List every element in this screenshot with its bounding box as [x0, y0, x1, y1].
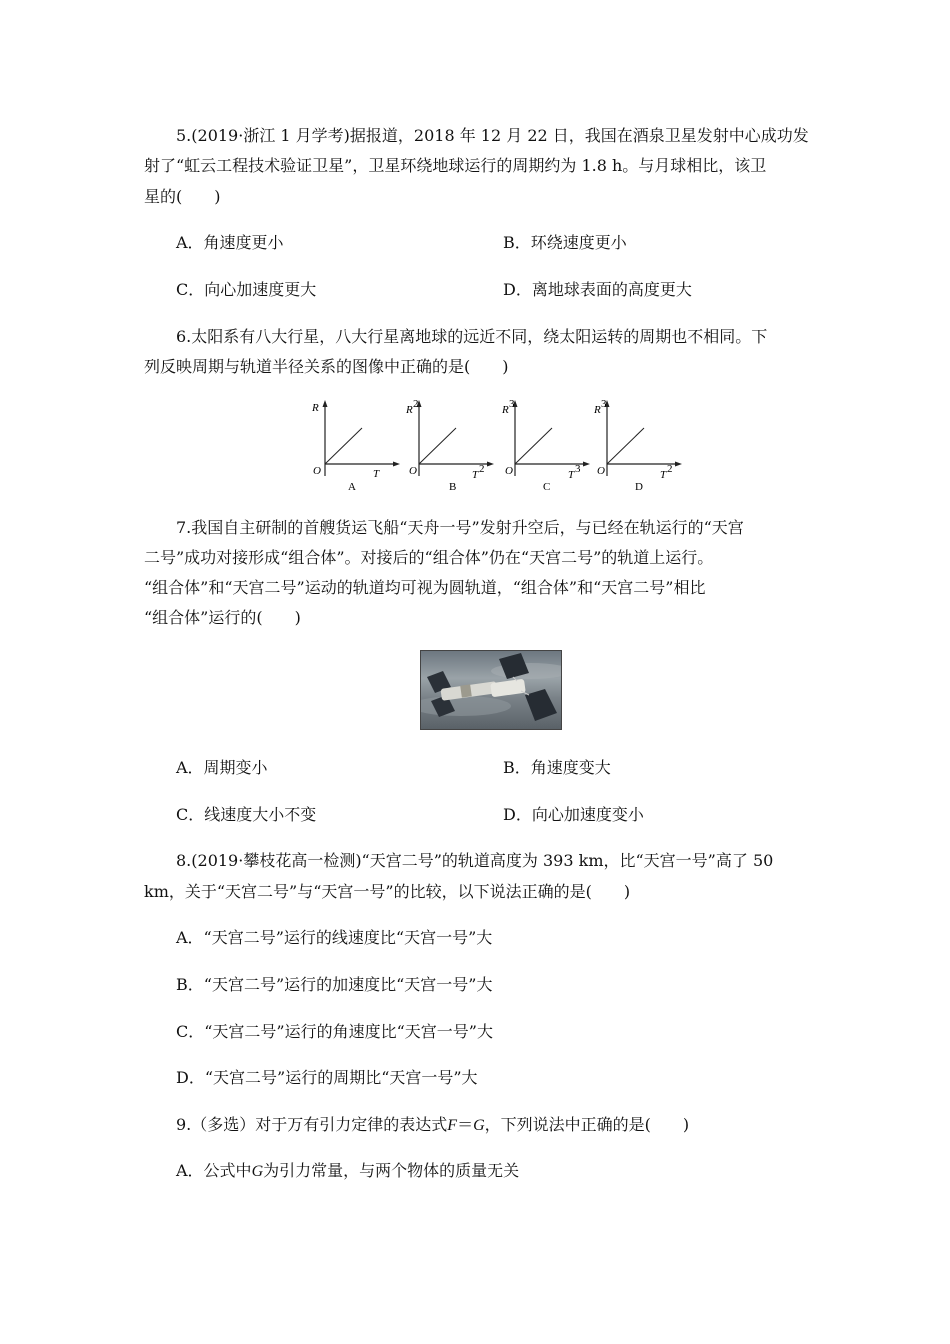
graph-d-y-sup: 3	[601, 398, 607, 410]
q9-stem	[176, 1114, 689, 1137]
graph-b-origin: O	[409, 465, 417, 477]
graph-a-x-label: T	[373, 468, 380, 480]
graph-d-letter: D	[635, 481, 643, 493]
q9-var-g: G	[473, 1117, 485, 1134]
q7-option-d: D．向心加速度变小	[503, 805, 644, 824]
q8-option-c: C．“天宫二号”运行的角速度比“天宫一号”大	[176, 1022, 493, 1041]
q7-option-c: C．线速度大小不变	[176, 805, 317, 824]
graph-b-y-label: R	[406, 404, 413, 416]
graph-d-origin: O	[597, 465, 605, 477]
q6-stem-line1: 6.太阳系有八大行星，八大行星离地球的远近不同，绕太阳运转的周期也不相同。下	[176, 327, 768, 346]
q5-option-b: B．环绕速度更小	[503, 233, 627, 252]
q5-stem-line3: 星的( )	[144, 187, 221, 206]
q7-stem-line3: “组合体”和“天宫二号”运动的轨道均可视为圆轨道，“组合体”和“天宫二号”相比	[144, 578, 706, 597]
q5-stem-line1: 5.(2019·浙江 1 月学考)据报道，2018 年 12 月 22 日，我国在酒泉卫星发射中心成功发	[176, 126, 809, 145]
graph-a	[310, 398, 400, 493]
graph-b-x-sup: 2	[479, 463, 485, 475]
q9-equals: ＝	[457, 1115, 474, 1134]
q9-var-f: F	[447, 1117, 458, 1134]
q8-option-a: A．“天宫二号”运行的线速度比“天宫一号”大	[176, 928, 493, 947]
graph-a-origin: O	[313, 465, 321, 477]
q7-option-a: A．周期变小	[176, 758, 268, 777]
q7-stem-line1: 7.我国自主研制的首艘货运飞船“天舟一号”发射升空后，与已经在轨运行的“天宫	[176, 518, 744, 537]
q5-option-c: C．向心加速度更大	[176, 280, 317, 299]
q9-option-a-prefix: A．公式中	[176, 1161, 252, 1180]
q9-stem-prefix: 9.（多选）对于万有引力定律的表达式	[176, 1115, 448, 1134]
q8-stem-line1: 8.(2019·攀枝花高一检测)“天宫二号”的轨道高度为 393 km，比“天宫一号”高了 50	[176, 851, 774, 870]
q7-stem-line4: “组合体”运行的( )	[144, 608, 301, 627]
q9-option-a-var-g: G	[251, 1163, 264, 1180]
space-station-photo	[420, 650, 562, 730]
graph-c-x-label: T	[568, 469, 575, 481]
q9-stem-suffix: ，下列说法中正确的是( )	[484, 1115, 690, 1134]
graph-d-x-sup: 2	[667, 463, 673, 475]
graph-c-y-label: R	[502, 404, 509, 416]
q5-option-d: D．离地球表面的高度更大	[503, 280, 692, 299]
q7-option-b: B．角速度变大	[503, 758, 611, 777]
q8-stem-line2: km，关于“天宫二号”与“天宫一号”的比较，以下说法正确的是( )	[144, 882, 631, 901]
q8-option-d: D．“天宫二号”运行的周期比“天宫一号”大	[176, 1068, 478, 1087]
graph-c-y-sup: 3	[509, 398, 515, 410]
q9-option-a-suffix: 为引力常量，与两个物体的质量无关	[263, 1161, 520, 1180]
graph-c-letter: C	[543, 481, 551, 493]
graph-a-y-label: R	[312, 402, 319, 414]
q6-stem-line2: 列反映周期与轨道半径关系的图像中正确的是( )	[144, 357, 509, 376]
q7-stem-line2: 二号”成功对接形成“组合体”。对接后的“组合体”仍在“天宫二号”的轨道上运行。	[144, 548, 714, 567]
graph-d-y-label: R	[594, 404, 601, 416]
q8-option-b: B．“天宫二号”运行的加速度比“天宫一号”大	[176, 975, 493, 994]
q5-option-a: A．角速度更小	[176, 233, 284, 252]
graph-b-y-sup: 2	[413, 398, 419, 410]
graph-d-x-label: T	[660, 469, 667, 481]
graph-c	[500, 398, 590, 493]
q9-option-a	[176, 1160, 519, 1183]
graph-b	[404, 398, 494, 493]
graph-a-letter: A	[348, 481, 356, 493]
graph-c-x-sup: 3	[575, 463, 581, 475]
graph-d	[592, 398, 682, 493]
q5-stem-line2: 射了“虹云工程技术验证卫星”，卫星环绕地球运行的周期约为 1.8 h。与月球相比，该卫	[144, 156, 767, 175]
graph-b-letter: B	[449, 481, 457, 493]
graph-b-x-label: T	[472, 469, 479, 481]
graph-c-origin: O	[505, 465, 513, 477]
